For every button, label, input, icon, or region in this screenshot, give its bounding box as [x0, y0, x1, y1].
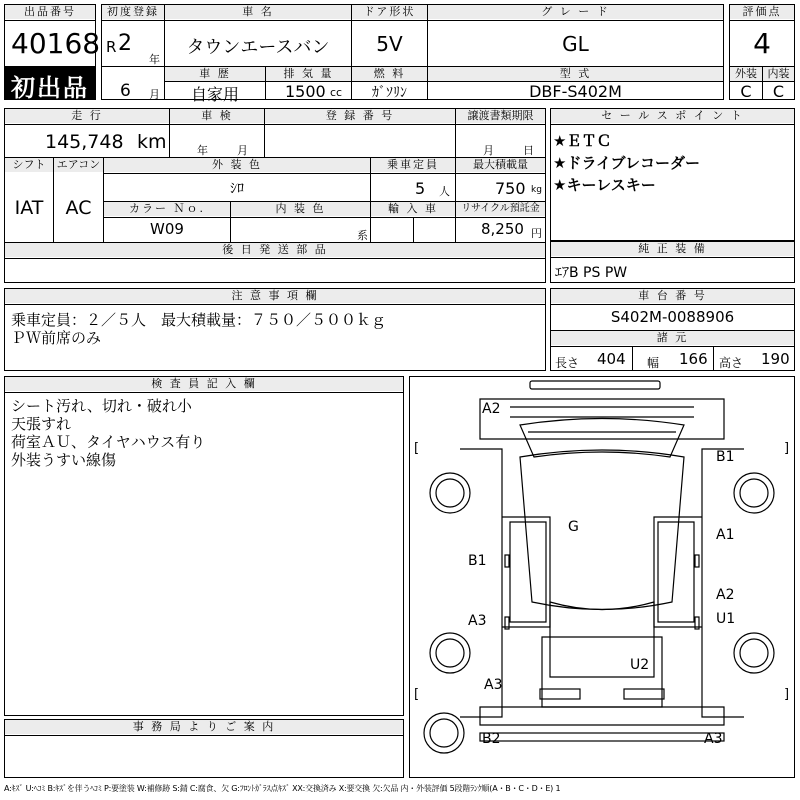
fuel-label: 燃 料 — [352, 67, 427, 81]
history-label: 車 歴 — [165, 67, 265, 81]
dims-label: 諸 元 — [551, 331, 794, 345]
bracket: ] — [784, 441, 790, 456]
color-no: W09 — [150, 220, 184, 238]
damage-mark: A2 — [716, 587, 735, 603]
inspector-label: 検 査 員 記 入 欄 — [5, 377, 403, 391]
model-label: 型 式 — [428, 67, 723, 81]
sales-point-item: ★キーレスキー — [553, 176, 656, 194]
reg-year-unit: 年 — [149, 53, 160, 66]
caution-line: 乗車定員：２／５人 最大積載量：７５０／５００ｋｇ — [11, 311, 387, 329]
inspector-line: シート汚れ、切れ・破れ小 — [11, 397, 192, 415]
model: DBF-S402M — [529, 82, 622, 101]
reg-month-unit: 月 — [149, 88, 160, 101]
int-color-unit: 系 — [357, 229, 368, 242]
score-box — [729, 4, 795, 100]
inspector-line: 天張すれ — [11, 415, 72, 433]
grade: GL — [562, 32, 589, 56]
reg-month: 6 — [120, 81, 131, 101]
door-label: ドア形状 — [352, 5, 427, 19]
equipment-label: 純 正 装 備 — [551, 242, 794, 256]
chassis-box — [550, 288, 795, 371]
era: R — [106, 38, 117, 56]
history: 自家用 — [190, 85, 239, 104]
height: 190 — [761, 350, 790, 368]
recycle-unit: 円 — [531, 227, 542, 240]
int-color-label: 内 装 色 — [231, 202, 370, 216]
damage-mark: B1 — [716, 449, 735, 465]
transfer-month-unit: 月 — [483, 144, 494, 157]
height-label: 高さ — [719, 356, 744, 370]
specs-box — [4, 108, 546, 283]
door-type: 5V — [376, 32, 403, 56]
interior-label: 内装 — [763, 67, 794, 81]
transfer-label: 譲渡書類期限 — [456, 109, 545, 123]
damage-mark: A3 — [468, 613, 487, 629]
import-label: 輸 入 車 — [371, 202, 455, 216]
bracket: ] — [784, 687, 790, 702]
fuel: ｶﾞｿﾘﾝ — [372, 85, 407, 101]
car-name: タウンエースバン — [186, 37, 330, 58]
damage-mark: A1 — [716, 527, 735, 543]
caution-label: 注 意 事 項 欄 — [5, 289, 545, 303]
score-label: 評価点 — [730, 5, 794, 19]
length-label: 長さ — [555, 356, 580, 370]
mileage-label: 走 行 — [5, 109, 169, 123]
office-label: 事 務 局 よ り ご 案 内 — [5, 720, 403, 734]
caution-box — [4, 288, 546, 371]
displacement-label: 排 気 量 — [266, 67, 351, 81]
shift: IAT — [14, 197, 44, 219]
car-name-label: 車 名 — [165, 5, 351, 19]
chassis-label: 車 台 番 号 — [551, 289, 794, 303]
header-box — [101, 4, 724, 104]
inspector-box — [4, 376, 404, 716]
diagram-box — [409, 376, 795, 778]
inspector-line: 外装うすい線傷 — [11, 451, 117, 469]
bracket: [ — [414, 687, 420, 702]
ac-label: エアコン — [54, 158, 103, 172]
damage-mark: B2 — [482, 731, 501, 747]
lot-label: 出品番号 — [5, 5, 95, 19]
later-parts-label: 後 日 発 送 部 品 — [5, 243, 545, 257]
interior-grade: C — [772, 82, 785, 101]
damage-mark: U1 — [716, 611, 736, 627]
inspection-month-unit: 月 — [237, 144, 248, 157]
width: 166 — [679, 350, 708, 368]
exterior-grade: C — [740, 82, 752, 101]
inspector-line: 荷室ＡＵ、タイヤハウス有り — [11, 433, 206, 451]
capacity-unit: 人 — [439, 185, 450, 198]
capacity: 5 — [415, 179, 426, 198]
legend: A:ｷｽﾞ U:ﾍｺﾐ B:ｷｽﾞを伴うﾍｺﾐ P:要塗装 W:補修跡 S:錆 C:腐食、欠 G:ﾌﾛﾝﾄｶﾞﾗｽ点ｷｽﾞ XX:交換済み X:要交換 欠:欠品 内・外装評価 5段階ﾗﾝｸ順(A・B・C・D・E) 1 — [4, 784, 561, 793]
caution-line: ＰＷ前席のみ — [11, 329, 102, 347]
exterior-label: 外装 — [730, 67, 762, 81]
first-reg-label: 初度登録 — [102, 5, 164, 19]
inspection-year-unit: 年 — [197, 144, 208, 157]
score: 4 — [753, 27, 771, 60]
damage-mark: G — [568, 519, 579, 535]
ac: AC — [65, 197, 92, 219]
displacement-unit: cc — [330, 86, 343, 99]
sales-points-label: セ ー ル ス ポ イ ン ト — [551, 109, 794, 123]
chassis-number: S402M-0088906 — [610, 308, 735, 326]
sales-point-item: ★ＥＴＣ — [553, 132, 612, 150]
reg-year: 2 — [118, 31, 132, 56]
max-load-label: 最大積載量 — [456, 158, 545, 172]
mileage-unit: km — [137, 131, 167, 153]
damage-mark: A2 — [482, 401, 501, 417]
shift-label: シフト — [5, 158, 53, 172]
ext-color-label: 外 装 色 — [104, 158, 370, 172]
sales-point-item: ★ドライブレコーダー — [553, 154, 700, 172]
color-no-label: カラー Ｎｏ. — [104, 202, 230, 216]
recycle-label: リサイクル預託金 — [456, 202, 545, 216]
lot-number: 40168 — [11, 27, 101, 60]
transfer-day-unit: 日 — [523, 144, 534, 157]
capacity-label: 乗車定員 — [371, 158, 455, 172]
displacement: 1500 — [285, 82, 326, 101]
equipment-value: ｴｱB PS PW — [555, 265, 628, 281]
office-box — [4, 719, 404, 778]
mileage: 145,748 — [45, 131, 124, 153]
damage-mark: A3 — [484, 677, 503, 693]
width-label: 幅 — [647, 356, 660, 370]
damage-mark: B1 — [468, 553, 487, 569]
length: 404 — [597, 350, 626, 368]
damage-mark: U2 — [630, 657, 650, 673]
bracket: [ — [414, 441, 420, 456]
max-load-unit: kg — [531, 185, 542, 195]
reg-no-label: 登 録 番 号 — [265, 109, 455, 123]
inspection-label: 車 検 — [170, 109, 264, 123]
sales-points-box — [550, 108, 795, 241]
equipment-box — [550, 241, 795, 283]
max-load: 750 — [495, 179, 526, 198]
grade-label: グ レ ー ド — [428, 5, 723, 19]
first-listing-text: 初出品 — [11, 74, 89, 102]
ext-color: ｼﾛ — [230, 181, 244, 197]
recycle: 8,250 — [481, 220, 524, 238]
damage-mark: A3 — [704, 731, 723, 747]
car-diagram — [410, 377, 794, 777]
